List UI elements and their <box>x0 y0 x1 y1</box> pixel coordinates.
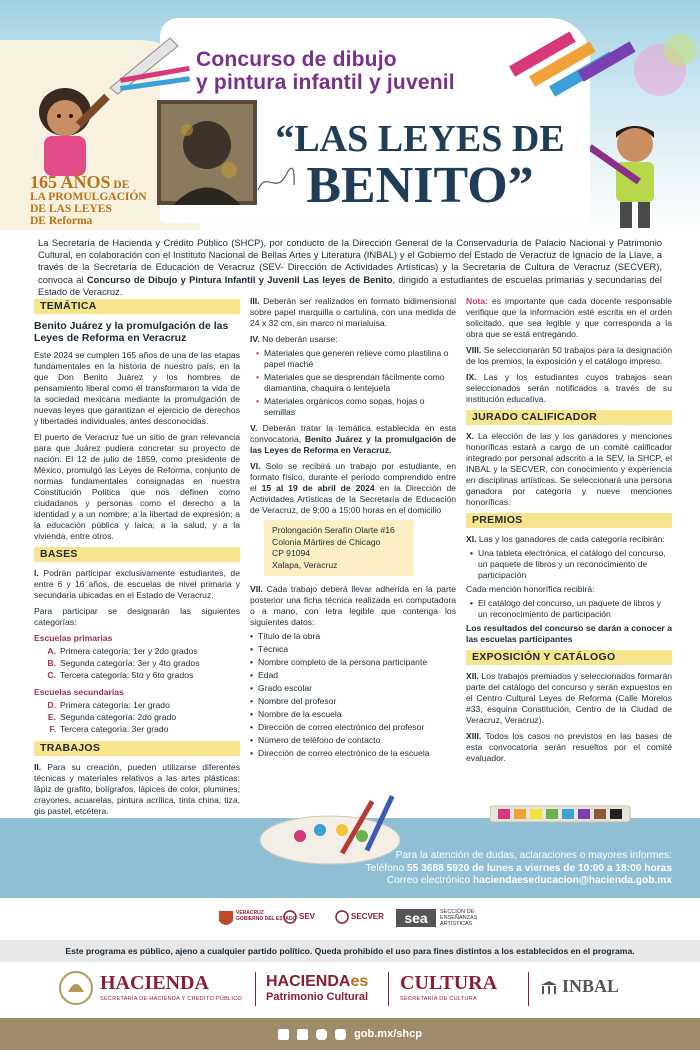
secundarias-heading: Escuelas secundarias <box>34 687 124 697</box>
item-xii <box>466 671 672 726</box>
list-item <box>250 657 456 668</box>
category-text: Primera categoría: 1er grado <box>60 700 170 710</box>
contact-email-link[interactable]: haciendaeseducacion@hacienda.gob.mx <box>472 875 672 886</box>
bullet-icon: • <box>250 735 254 745</box>
column-1 <box>34 296 240 822</box>
anniversary-badge <box>30 172 170 227</box>
contact-line-3 <box>252 875 672 888</box>
subtitle-line-2: y pintura infantil y juvenil <box>196 71 455 94</box>
trabajos-item-ii <box>34 762 240 817</box>
secver-logo: SECVER <box>351 912 384 921</box>
item-v <box>250 423 456 456</box>
category-text: Tercera categoría: 5to y 6to grados <box>60 670 194 680</box>
anniversary-de: DE <box>113 179 130 191</box>
item-x-text: La elección de las y los ganadores y menciones honoríficas estará a cargo de un comité calificador integrado por personal adscrito a la SEV, la SHCP, el INBAL y la SECVER, con conocimiento y experiencia en disciplinas artísticas. Se seleccionará una persona ganadora por categoría y nueve menciones honoríficas. <box>466 431 672 507</box>
section-heading-trabajos: TRABAJOS <box>34 741 240 756</box>
tematica-paragraph-1: Este 2024 se cumplen 165 años de una de las etapas fundamentales en la historia de nuestro país, en la que Don Benito Juárez y los hombres de pensamiento liberal como él transformaron la vida de la sociedad mexicana mediante la promulgación de nuevas leyes que garantizan el ejercicio de derechos y libertades individuales, antes desconocidas. <box>34 350 240 426</box>
item-xii-text: Los trabajos premiados y seleccionados formarán parte del catálogo del concurso y serán expuestos en el Centro Cultural Leyes de Reforma (Calle Morelos #33, esquina Constitución, Centro de la Ciudad de Veracruz, Veracruz). <box>466 671 673 725</box>
list-item <box>250 683 456 694</box>
sev-seal-icon <box>283 910 297 924</box>
category-letter: B. <box>47 658 56 668</box>
main-title-line-1: “LAS LEYES DE <box>275 118 565 160</box>
address-line: CP 91094 <box>272 548 311 558</box>
item-vii <box>250 584 456 628</box>
roman-numeral: XI. <box>466 534 477 544</box>
roman-numeral: V. <box>250 423 258 433</box>
list-item <box>250 631 456 642</box>
bullet-icon: • <box>250 644 254 654</box>
intro-contest-name: Concurso de Dibujo y Pintura Infantil y Juvenil Las leyes de Benito <box>86 273 393 285</box>
list-item <box>466 598 672 620</box>
item-iv <box>250 334 456 345</box>
note <box>466 296 672 340</box>
roman-numeral: VIII. <box>466 345 482 355</box>
bullet-icon: • <box>250 657 254 667</box>
roman-numeral: IX. <box>466 372 477 382</box>
logo-divider <box>388 972 389 1006</box>
twitter-icon[interactable] <box>297 1029 308 1040</box>
anniversary-line-4: DE Reforma <box>30 215 93 227</box>
list-item-text: Dirección de correo electrónico del profesor <box>258 722 425 732</box>
item-iii <box>250 296 456 329</box>
category-text: Primera categoría: 1er y 2do grados <box>60 646 198 656</box>
list-item-text: El catálogo del concurso, un paquete de libros y un reconocimiento de participación <box>478 598 661 619</box>
section-heading-exposicion: EXPOSICIÓN Y CATÁLOGO <box>466 650 672 665</box>
section-heading-tematica: TEMÁTICA <box>34 299 240 314</box>
item-v-text: Deberán tratar la temática establecida en esta convocatoria, <box>250 423 456 444</box>
hacienda-logo-subtitle: SECRETARÍA DE HACIENDA Y CRÉDITO PÚBLICO <box>100 996 243 1002</box>
benito-juarez-portrait <box>157 100 262 210</box>
sea-logo-subtitle <box>440 909 477 927</box>
sea-logo: sea <box>396 909 436 927</box>
item-xiii <box>466 731 672 764</box>
list-item <box>250 696 456 707</box>
subtitle-line-1: Concurso de dibujo <box>196 48 397 71</box>
bases-item-i <box>34 568 240 601</box>
bullet-icon: • <box>470 598 474 608</box>
haciendaes-logo-b: es <box>350 973 369 990</box>
bullet-icon: • <box>250 748 254 758</box>
contact-phone-label: Teléfono <box>365 862 407 874</box>
category-letter: D. <box>47 700 56 710</box>
item-vi-dates: 15 al 19 de abril de 2024 <box>261 483 375 493</box>
sea-sub-line: ARTÍSTICAS <box>440 921 473 927</box>
section-heading-jurado: JURADO CALIFICADOR <box>466 410 672 425</box>
category-row <box>34 724 240 735</box>
secver-seal-icon <box>335 910 349 924</box>
mencion-text: Cada mención honorífica recibirá: <box>466 584 595 594</box>
category-text: Segunda categoría: 2do grado <box>60 712 177 722</box>
category-text: Segunda categoría: 3er y 4to grados <box>60 658 200 668</box>
column-3 <box>466 296 672 769</box>
veracruz-logo-subtitle: GOBIERNO DEL ESTADO <box>236 916 297 922</box>
note-label: Nota: <box>466 296 488 306</box>
inbal-logo: INBAL <box>562 976 620 996</box>
logo-divider <box>255 972 256 1006</box>
category-letter: A. <box>47 646 56 656</box>
list-item-text: Número de teléfono de contacto <box>258 735 381 745</box>
list-item-text: Edad <box>258 670 279 680</box>
hacienda-logo: HACIENDA <box>100 972 209 994</box>
list-item-text: Una tableta electrónica, el catálogo del concurso, un paquete de libros y un reconocimiento de participación <box>478 548 666 580</box>
cultura-logo: CULTURA <box>400 972 498 994</box>
item-xi-text: Las y los ganadores de cada categoría recibirán: <box>478 534 665 544</box>
youtube-icon[interactable] <box>335 1029 346 1040</box>
main-title-line-2: BENITO” <box>306 157 534 214</box>
bullet-icon: • <box>250 631 254 641</box>
instagram-icon[interactable] <box>316 1029 327 1040</box>
roman-numeral: I. <box>34 568 39 578</box>
item-v-theme: Benito Juárez y la promulgación de las Leyes de Reforma en Veracruz. <box>250 434 456 455</box>
inbal-building-icon <box>540 980 558 996</box>
category-row <box>34 670 240 681</box>
list-item <box>250 644 456 655</box>
list-item-text: Nombre del profesor <box>258 696 337 706</box>
results-text: Los resultados del concurso se darán a conocer a las escuelas participantes <box>466 623 672 644</box>
sea-sub-line: ENSEÑANZAS <box>440 915 478 921</box>
item-xi <box>466 534 672 545</box>
address-line: Colonia Mártires de Chicago <box>272 536 381 547</box>
list-item-text: Título de la obra <box>258 631 321 641</box>
paint-box-illustration <box>490 800 640 830</box>
category-row <box>34 646 240 657</box>
bullet-icon: • <box>250 696 254 706</box>
list-item-text: Técnica <box>258 644 289 654</box>
item-vi <box>250 461 456 516</box>
roman-numeral: XIII. <box>466 731 482 741</box>
column-2 <box>250 296 456 761</box>
item-iv-text: No deberán usarse: <box>262 334 338 344</box>
list-item <box>250 670 456 681</box>
bullet-icon: • <box>256 348 260 358</box>
girl-illustration <box>20 82 125 182</box>
item-ix-text: Las y los estudiantes cuyos trabajos sean seleccionados serán notificados a través de su institución educativa. <box>466 372 672 404</box>
item-vii-text: Cada trabajo deberá llevar adherida en la parte posterior una ficha técnica realizada en computadora o a mano, con letra legible que contenga los siguientes datos: <box>250 584 456 627</box>
anniversary-years: 165 AÑOS <box>30 172 111 192</box>
primarias-heading: Escuelas primarias <box>34 633 113 643</box>
category-letter: E. <box>47 712 56 722</box>
state-logos-row <box>0 898 700 940</box>
disclaimer: Este programa es público, ajeno a cualquier partido político. Queda prohibido el uso para fines distintos a los establecidos en el programa. <box>0 940 700 962</box>
roman-numeral: IV. <box>250 334 260 344</box>
haciendaes-logo-subtitle: Patrimonio Cultural <box>266 991 369 1003</box>
boy-illustration <box>590 120 670 232</box>
bases-item-i-text: Podrán participar exclusivamente estudiantes, de entre 6 y 16 años, de escuelas de nivel primaria y secundaria ubicadas en el Estado de Veracruz. <box>34 568 240 600</box>
item-xiii-text: Todos los casos no previstos en las bases de esta convocatoria serán resueltos por el comité evaluador. <box>466 731 672 763</box>
categories-intro: Para participar se designarán las siguientes categorías: <box>34 606 240 627</box>
item-vi-text-a: Solo se recibirá un trabajo por estudiante, en formato físico, durante el periodo comprendido entre el <box>250 461 457 493</box>
sea-sub-line: SECCIÓN DE <box>440 909 475 915</box>
contact-info <box>252 850 672 888</box>
bullet-icon: • <box>256 396 260 406</box>
list-item <box>250 348 456 370</box>
section-heading-bases: BASES <box>34 547 240 562</box>
roman-numeral: II. <box>34 762 42 772</box>
anniversary-line-3: DE LAS LEYES <box>30 203 112 215</box>
list-item <box>250 709 456 720</box>
intro-text-a: La Secretaría de Hacienda y Crédito Público (SHCP), por conducto de la Dirección General de la Conservaduría de Palacio Nacional y Patrimonio Cultural, en colaboración con el Instituto Nacional de Bellas Artes y Literatura (INBAL) y el Gobierno del Estado de Veracruz de Ignacio de la Llave, a través de la Secretaría de Educación de Veracruz (SEV- Dirección de Actividades Artísticas) y la Secretaría de Cultura de Veracruz (SECVER), convoca al <box>38 237 662 285</box>
footer <box>0 1018 700 1050</box>
bullet-icon: • <box>256 372 260 382</box>
crayons-illustration <box>500 20 700 120</box>
list-item <box>250 396 456 418</box>
list-item-text: Dirección de correo electrónico de la escuela <box>258 748 430 758</box>
item-viii-text: Se seleccionarán 50 trabajos para la designación de los premios, la exposición y el catálogo impreso. <box>466 345 672 366</box>
mexico-eagle-icon <box>58 970 94 1006</box>
logo-divider <box>528 972 529 1006</box>
list-item-text: Grado escolar <box>258 683 312 693</box>
intro-text-b: , dirigido a estudiantes de escuelas primarias y secundarias del Estado de Veracruz. <box>38 273 662 297</box>
anniversary-line-2: LA PROMULGACIÓN <box>30 191 147 203</box>
trabajos-item-ii-text: Para su creación, pueden utilizarse diferentes técnicas y materiales relativos a las artes plásticas: lápiz de grafito, bolígrafos, lápices de color, plumines, crayones, acuarelas, pintura acrílica, tinta china, tiza, gis pastel, etcétera. <box>34 762 240 816</box>
cultura-logo-subtitle: SECRETARÍA DE CULTURA <box>400 996 477 1002</box>
veracruz-shield-icon <box>218 910 234 930</box>
list-item-text: Nombre de la escuela <box>258 709 342 719</box>
item-vi-text-b: en la Dirección de Actividades Artísticas de la Secretaría de Educación de Veracruz, de 9:00 a 15:00 horas en el domicilio <box>250 483 457 515</box>
roman-numeral: X. <box>466 431 475 441</box>
intro-paragraph <box>38 237 662 298</box>
contact-email-label: Correo electrónico <box>386 875 473 886</box>
category-row <box>34 700 240 711</box>
contact-phone: 55 3688 5920 de lunes a viernes de 10:00 a 18:00 horas <box>406 862 672 874</box>
list-item <box>466 548 672 581</box>
bullet-icon: • <box>470 548 474 558</box>
roman-numeral: VII. <box>250 584 263 594</box>
item-x <box>466 431 672 508</box>
footer-url-link[interactable]: gob.mx/shcp <box>354 1028 422 1040</box>
roman-numeral: XII. <box>466 671 479 681</box>
list-item <box>250 722 456 733</box>
section-heading-premios: PREMIOS <box>466 513 672 528</box>
haciendaes-logo-a: HACIENDA <box>266 973 351 990</box>
bullet-icon: • <box>250 683 254 693</box>
list-item-text: Nombre completo de la persona participante <box>258 657 428 667</box>
list-item <box>250 748 456 759</box>
list-item-text: Materiales orgánicos como sopas, hojas o semillas <box>264 396 425 417</box>
address-line: Xalapa, Veracruz <box>272 559 338 570</box>
roman-numeral: III. <box>250 296 260 306</box>
list-item <box>250 735 456 746</box>
list-item-text: Materiales que se desprendan fácilmente como diamantina, chaquira o lentejuela <box>264 372 445 393</box>
veracruz-logo-text: VERACRUZ <box>236 910 264 916</box>
list-item <box>250 372 456 394</box>
item-ix <box>466 372 672 405</box>
contact-line-1: Para la atención de dudas, aclaraciones o mayores informes: <box>395 850 672 861</box>
address-box <box>264 520 414 576</box>
item-iii-text: Deberán ser realizados en formato bidimensional sobre papel marquilla o cartulina, con una medida de 24 x 32 cm, sin marco ni marialuisa. <box>250 296 456 328</box>
facebook-icon[interactable] <box>278 1029 289 1040</box>
roman-numeral: VI. <box>250 461 261 471</box>
category-letter: F. <box>49 724 56 734</box>
sev-logo: SEV <box>299 912 316 921</box>
category-letter: C. <box>47 670 56 680</box>
contact-line-2 <box>252 863 672 876</box>
category-row <box>34 658 240 669</box>
haciendaes-logo <box>266 973 368 991</box>
bullet-icon: • <box>250 709 254 719</box>
tematica-paragraph-2: El puerto de Veracruz fue un sitio de gran relevancia para que Juárez pudiera concretar su proyecto de nación. El 12 de julio de 1859, como presidente de México, promulgó las Leyes de Reforma, conjunto de normas fundamentales consignadas en nuestra Constitución Política que nos definen como ciudadanos y personas como el derecho a la identidad y a un nombre; a la libertad de expresión; a la educación pública y laica; a la salud, y a la vivienda, entre otros. <box>34 432 240 541</box>
list-item-text: Materiales que generen relieve como plastilina o papel maché <box>264 348 449 369</box>
item-viii <box>466 345 672 367</box>
bullet-icon: • <box>250 670 254 680</box>
note-text: es importante que cada docente responsable verifique que la información esté escrita en el orden solicitado, que sea legible y que corresponda a la obra que se está entregando. <box>466 296 672 339</box>
address-line: Prolongación Serafín Olarte #16 <box>272 525 395 535</box>
bullet-icon: • <box>250 722 254 732</box>
tematica-subheading: Benito Juárez y la promulgación de las Leyes de Reforma en Veracruz <box>34 320 229 344</box>
category-text: Tercera categoría: 3er grado <box>60 724 169 734</box>
category-row <box>34 712 240 723</box>
